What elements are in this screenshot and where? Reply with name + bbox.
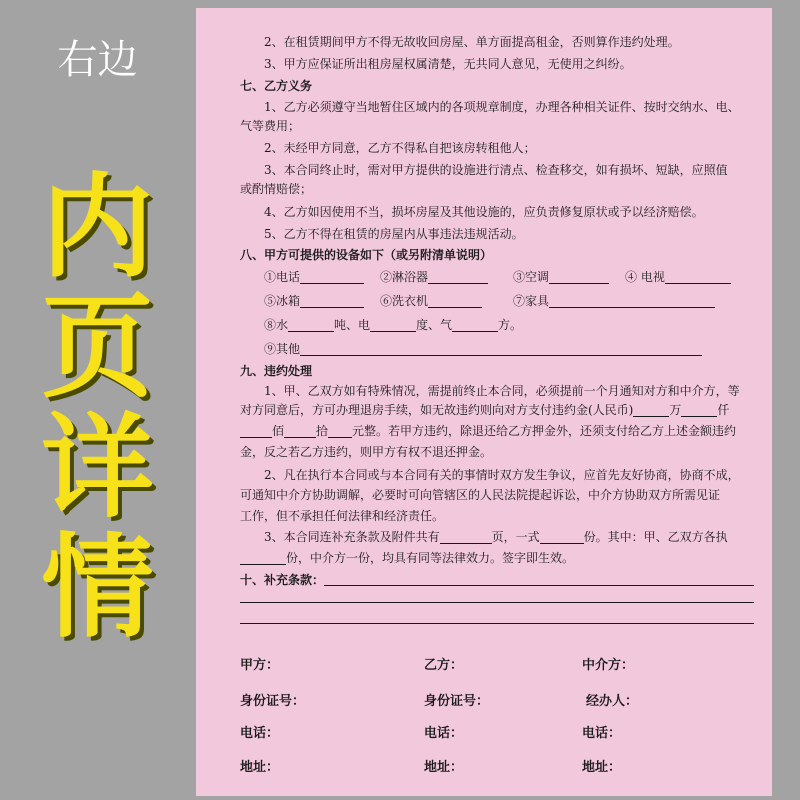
s7-item1-b: 气等费用；: [240, 119, 301, 133]
s9-word-bai: 佰: [272, 424, 285, 438]
handler-label: 经办人：: [586, 694, 639, 709]
supplement-line-2: [240, 623, 754, 624]
fill-line: [428, 295, 482, 308]
s7-title: 七、乙方义务: [240, 79, 313, 93]
agent-label: 中介方：: [582, 658, 635, 673]
s9-word-qian: 仟: [717, 403, 730, 417]
s9-item2-c: 工作，但不承担任何法律和经济责任。: [240, 509, 445, 523]
phone-c-label: 电话：: [582, 726, 622, 741]
s7-item5: 5、乙方不得在租赁的房屋内从事违法违规活动。: [264, 227, 524, 241]
unit-du: 度、气: [416, 318, 453, 332]
s9-word-shi: 拾: [316, 424, 329, 438]
s9-word-yuan: 元整。若甲方违约，除退还给乙方押金外，还须支付给乙方上述金额违约: [352, 424, 737, 438]
fill-line: [300, 343, 702, 356]
s9-item1-d: 金，反之若乙方违约，则甲方有权不退还押金。: [240, 445, 493, 459]
fill-line: [328, 425, 352, 438]
addr-b-label: 地址：: [424, 760, 464, 775]
s7-item2: 2、未经甲方同意，乙方不得私自把该房转租他人；: [264, 141, 536, 155]
equip-row-4: [264, 339, 758, 359]
s9-item3-b: [240, 548, 758, 568]
equip-ac: ③空调: [513, 270, 550, 284]
s6-item2: 2、在租赁期间甲方不得无故收回房屋、单方面提高租金，否则算作违约处理。: [264, 35, 680, 49]
equip-other: ⑨其他: [264, 342, 301, 356]
s10-title: [240, 570, 758, 590]
big-title-char-2: 页: [41, 283, 154, 413]
fill-line: [240, 552, 286, 565]
fill-line: [540, 531, 584, 544]
phone-a-label: 电话：: [240, 726, 280, 741]
fill-line: [633, 404, 669, 417]
s9-item2-a: 2、凡在执行本合同或与本合同有关的事情时双方发生争议，应首先友好协商，协商不成，: [264, 468, 740, 482]
fill-line: [288, 319, 334, 332]
equip-tv: ④ 电视: [625, 270, 665, 284]
unit-ton: 吨、电: [334, 318, 371, 332]
addr-c-label: 地址：: [582, 760, 622, 775]
big-title-char-3: 详: [41, 403, 154, 533]
party-a-label: 甲方：: [240, 658, 280, 673]
equip-utility-water: ⑧水: [264, 318, 289, 332]
s9-item3-b-text: 份，中介方一份，均具有同等法律效力。签字即生效。: [286, 551, 575, 565]
fill-line: [324, 574, 754, 586]
fill-line: [428, 271, 488, 284]
equip-furniture: ⑦家具: [513, 294, 550, 308]
fill-line: [665, 271, 731, 284]
equip-phone: ①电话: [264, 270, 301, 284]
supplement-line-1: [240, 602, 754, 603]
equip-row-1: [264, 267, 758, 287]
s9-word-wan: 万: [669, 403, 682, 417]
s9-item1-b: [240, 400, 758, 420]
id-a-label: 身份证号：: [240, 694, 306, 709]
side-top-label: 右边: [57, 37, 138, 83]
s7-item1-a: 1、乙方必须遵守当地暂住区域内的各项规章制度，办理各种相关证件、按时交纳水、电、: [264, 100, 740, 114]
equip-washer: ⑥洗衣机: [380, 294, 429, 308]
s7-item3-a: 3、本合同终止时，需对甲方提供的设施进行清点、检查移交，如有损坏、短缺，应照值: [264, 163, 728, 177]
fill-line: [300, 295, 364, 308]
fill-line: [300, 271, 364, 284]
s9-item3-a3: 份。其中：甲、乙双方各执: [583, 530, 728, 544]
s9-item3-a2: 页，一式: [491, 530, 540, 544]
equip-fridge: ⑤冰箱: [264, 294, 301, 308]
big-title: [0, 163, 195, 653]
party-b-label: 乙方：: [424, 658, 464, 673]
s8-title: 八、甲方可提供的设备如下（或另附清单说明）: [240, 248, 493, 262]
addr-a-label: 地址：: [240, 760, 280, 775]
s9-item3-a: [264, 527, 758, 547]
fill-line: [549, 271, 609, 284]
s9-item1-b-text: 对方同意后，方可办理退房手续，如无故违约则向对方支付违约金(人民币): [240, 403, 634, 417]
big-title-char-4: 情: [41, 523, 154, 653]
fill-line: [284, 425, 316, 438]
s6-item3: 3、甲方应保证所出租房屋权属清楚，无共同人意见，无使用之纠纷。: [264, 57, 632, 71]
big-title-char-1: 内: [41, 163, 154, 293]
s9-item3-a1: 3、本合同连补充条款及附件共有: [264, 530, 440, 544]
unit-end: 方。: [498, 318, 523, 332]
s9-item2-b: 可通知中介方协助调解，必要时可向管辖区的人民法院提起诉讼，中介方协助双方所需见证: [240, 488, 721, 502]
equip-row-3: [264, 315, 758, 335]
s10-title-text: 十、补充条款：: [240, 573, 325, 587]
s9-item1-a: 1、甲、乙双方如有特殊情况，需提前终止本合同，必须提前一个月通知对方和中介方，等: [264, 384, 740, 398]
s7-item4: 4、乙方如因使用不当，损坏房屋及其他设施的，应负责修复原状或予以经济赔偿。: [264, 205, 704, 219]
fill-line: [240, 425, 272, 438]
s7-item3-b: 或酌情赔偿；: [240, 182, 313, 196]
fill-line: [440, 531, 492, 544]
s9-title: 九、违约处理: [240, 364, 313, 378]
fill-line: [370, 319, 416, 332]
contract-page: [196, 8, 772, 796]
id-b-label: 身份证号：: [424, 694, 490, 709]
equip-shower: ②淋浴器: [380, 270, 429, 284]
fill-line: [549, 295, 715, 308]
fill-line: [681, 404, 717, 417]
equip-row-2: [264, 291, 758, 311]
phone-b-label: 电话：: [424, 726, 464, 741]
fill-line: [452, 319, 498, 332]
s9-item1-c: [240, 421, 758, 441]
